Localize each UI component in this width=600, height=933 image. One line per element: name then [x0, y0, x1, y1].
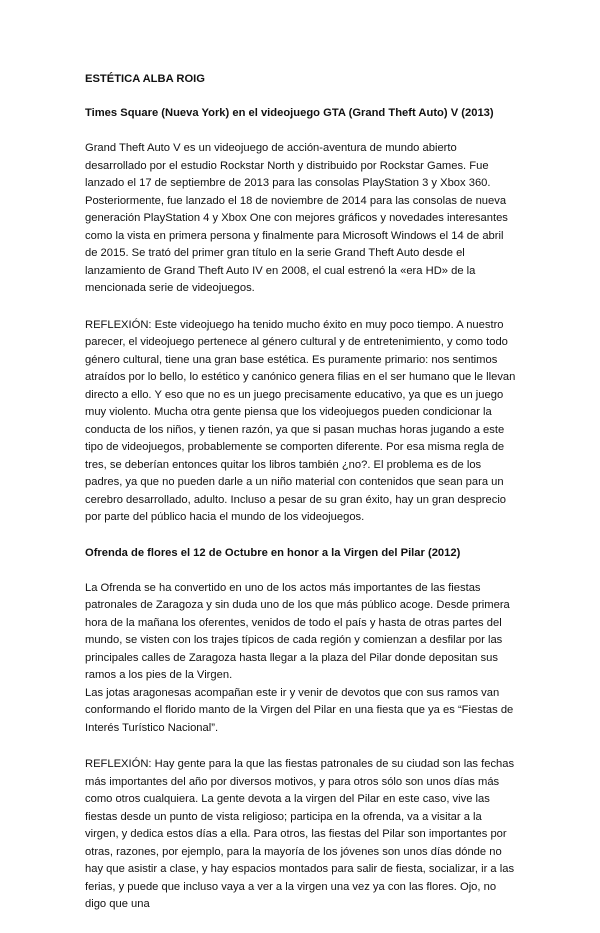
paragraph-gta-description: Grand Theft Auto V es un videojuego de acción-aventura de mundo abierto desarrollado por el estudio Rockstar North y distribuido por Rockstar Games. Fue lanzado el 17 de septiembre de 2013 para las consolas PlayStation 3 y Xbox 360. Posteriormente, fue lanzado el 18 de noviembre de 2014 para las consolas de nueva generación PlayStation 4 y Xbox One con mejores gráficos y novedades interesantes como la vista en primera persona y finalmente para Microsoft Windows el 14 de abril de 2015. Se trató del primer gran título en la serie Grand Theft Auto desde el lanzamiento de Grand Theft Auto IV en 2008, el cual estrenó la «era HD» de la mencionada serie de videojuegos. [85, 142, 508, 294]
paragraph-ofrenda-description: La Ofrenda se ha convertido en uno de los actos más importantes de las fiestas patronales de Zaragoza y sin duda uno de los que más público acoge. Desde primera hora de la mañana los oferentes, venidos de todo el país y hasta de otras partes del mundo, se visten con los trajes típicos de cada región y comienzan a desfilar por las principales calles de Zaragoza hasta llegar a la plaza del Pilar donde depositan sus ramos a los pies de la Virgen. [85, 581, 510, 681]
section-heading-ofrenda: Ofrenda de flores el 12 de Octubre en honor a la Virgen del Pilar (2012) [85, 546, 461, 559]
document-title: ESTÉTICA ALBA ROIG [85, 73, 205, 85]
section-heading-gta: Times Square (Nueva York) en el videojuego GTA (Grand Theft Auto) V (2013) [85, 107, 494, 119]
paragraph-gta-reflection: REFLEXIÓN: Este videojuego ha tenido mucho éxito en muy poco tiempo. A nuestro parecer, el videojuego pertenece al género cultural y de entretenimiento, y como todo género cultural, tiene una gran base estética. Es puramente primario: nos sentimos atraídos por lo bello, lo estético y canónico genera filias en el ser humano que le llevan directo a ello. Y eso que no es un juego precisamente educativo, ya que es un juego muy violento. Mucha otra gente piensa que los videojuegos pueden condicionar la conducta de los niños, y tienen razón, ya que si pasan muchas horas jugando a este tipo de videojuegos, probablemente se comporten diferente. Por esa misma regla de tres, se deberían entonces quitar los libros también ¿no?. El problema es de los padres, ya que no pueden darle a un niño material con contenidos que sean para un cerebro desarrollado, adulto. Incluso a pesar de su gran éxito, hay un gran desprecio por parte del público hacia el mundo de los videojuegos. [85, 318, 516, 523]
document-body [85, 72, 517, 933]
paragraph-ofrenda-reflection: REFLEXIÓN: Hay gente para la que las fiestas patronales de su ciudad son las fechas más importantes del año por diversos motivos, y para otros sólo son unos días más como otros cualquiera. La gente devota a la virgen del Pilar en este caso, vive las fiestas desde un punto de vista religioso; participa en la ofrenda, va a visitar a la virgen, y dedica estos días a ella. Para otros, las fiestas del Pilar son importantes por otras, razones, por ejemplo, para la mayoría de los jóvenes son unos días dónde no hay que asistir a clase, y hay espacios montados para salir de fiesta, socializar, ir a las ferias, y puede que incluso vaya a ver a la virgen una vez ya con las flores. Ojo, no digo que una [85, 758, 515, 910]
paragraph-ofrenda-jotas: Las jotas aragonesas acompañan este ir y venir de devotos que con sus ramos van conformando el florido manto de la Virgen del Pilar en una fiesta que ya es “Fiestas de Interés Turístico Nacional”. [85, 686, 514, 734]
